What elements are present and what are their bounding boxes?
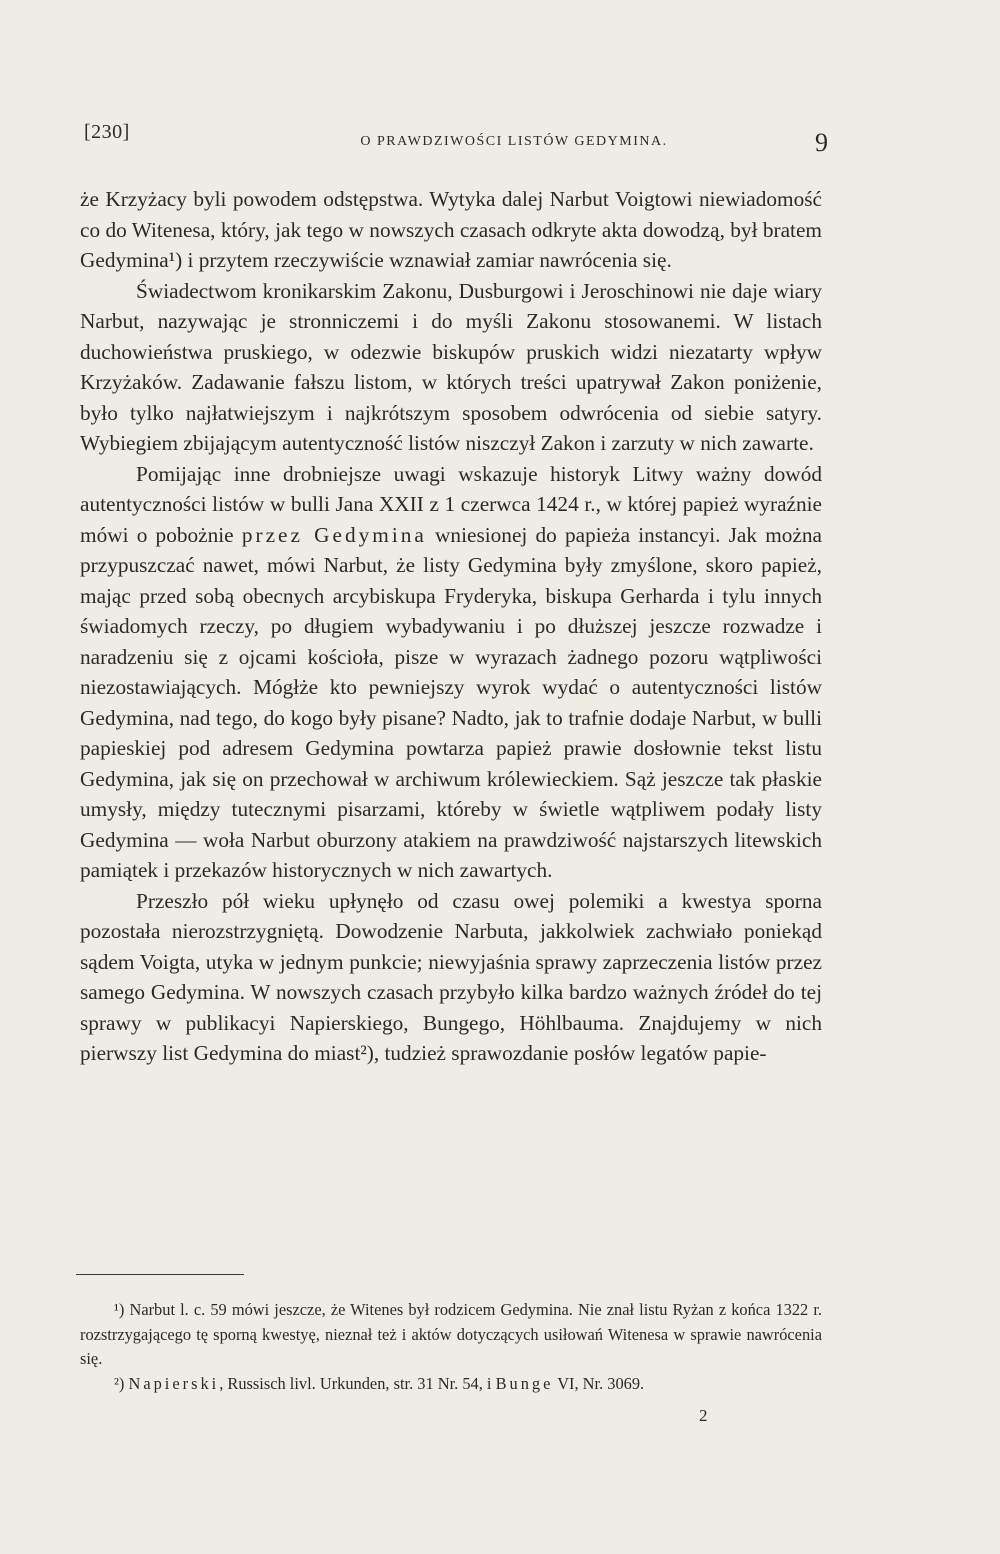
footnote-2-author-2: Bunge bbox=[495, 1373, 554, 1393]
page-reference: [230] bbox=[84, 121, 130, 143]
footnote-rule bbox=[76, 1274, 244, 1275]
footnotes bbox=[80, 1298, 822, 1396]
paragraph-3-part-a: Pomijając inne drobniejsze uwagi wskazuje historyk Litwy ważny dowód autentyczności listów w bulli Jana XXII z 1 czerwca 1424 r., w której papież wyraźnie mówi o pobożnie bbox=[80, 461, 822, 547]
paragraph-3-part-b: wniesionej do papieża instancyi. Jak można przypuszczać nawet, mówi Narbut, że listy Gedymina były zmyślone, skoro papież, mając przed sobą obecnych arcybiskupa Fryderyka, biskupa Gerharda i tylu innych świadomych rzeczy, po długiem wybadywaniu i po dłuższej jeszcze rozwadze i naradzeniu się z ojcami kościoła, pisze w wyrazach żadnego pozoru wątpliwości niezostawiających. Mógłże kto pewniejszy wyrok wydać o autentyczności listów Gedymina, nad tego, do kogo były pisane? Nadto, jak to trafnie dodaje Narbut, w bulli papieskiej pod adresem Gedymina powtarza papież prawie dosłownie tekst listu Gedymina, jak się on przechował w archiwum królewieckiem. Sąż jeszcze tak płaskie umysły, między tutecznymi pisarzami, któreby w świetle wątpliwem podały listy Gedymina — woła Narbut oburzony atakiem na prawdziwość najstarszych litewskich pamiątek i przekazów historycznych w nich zawartych. bbox=[80, 522, 822, 882]
paragraph-2: Świadectwom kronikarskim Zakonu, Dusburgowi i Jeroschinowi nie daje wiary Narbut, nazywając je stronniczemi i do myśli Zakonu stosowanemi. W listach duchowieństwa pruskiego, w odezwie biskupów pruskich widzi niezatarty wpływ Krzyżaków. Zadawanie fałszu listom, w których treści upatrywał Zakon poniżenie, było tylko najłatwiejszym i najkrótszym sposobem odwrócenia od siebie satyry. Wybiegiem zbijającym autentyczność listów niszczył Zakon i zarzuty w nich zawarte. bbox=[80, 278, 822, 455]
main-text bbox=[80, 184, 822, 1069]
footnote-2-marker: ²) bbox=[114, 1373, 129, 1393]
signature-mark: 2 bbox=[699, 1406, 708, 1425]
footnote-2-middle: , Russisch livl. Urkunden, str. 31 Nr. 54, i bbox=[219, 1373, 496, 1393]
page-number: 9 bbox=[815, 128, 828, 157]
spaced-emphasis: przez Gedymina bbox=[241, 522, 427, 547]
footnote-1: ¹) Narbut l. c. 59 mówi jeszcze, że Witenes był rodzicem Gedymina. Nie znał listu Ryżan z końca 1322 r. rozstrzygającego tę sporną kwestyę, nieznał też i aktów dotyczących usiłowań Witenesa w sprawie nawrócenia się. bbox=[80, 1300, 822, 1368]
running-title: O PRAWDZIWOŚCI LISTÓW GEDYMINA. bbox=[360, 134, 668, 149]
paragraph-4: Przeszło pół wieku upłynęło od czasu owej polemiki a kwestya sporna pozostała nierozstrzygniętą. Dowodzenie Narbuta, jakkolwiek zachwiało poniekąd sądem Voigta, utyka w jednym punkcie; niewyjaśnia sprawy zaprzeczenia listów przez samego Gedymina. W nowszych czasach przybyło kilka bardzo ważnych źródeł do tej sprawy w publikacyi Napierskiego, Bungego, Höhlbauma. Znajdujemy w nich pierwszy list Gedymina do miast²), tudzież sprawozdanie posłów legatów papie- bbox=[80, 888, 822, 1065]
paragraph-1: że Krzyżacy byli powodem odstępstwa. Wytyka dalej Narbut Voigtowi niewiadomość co do Witenesa, który, jak tego w nowszych czasach odkryte akta dowodzą, był bratem Gedymina¹) i przytem rzeczywiście wznawiał zamiar nawrócenia się. bbox=[80, 187, 822, 272]
footnote-2-author-1: Napierski bbox=[128, 1373, 220, 1393]
paragraph-3 bbox=[80, 459, 822, 886]
footnote-2 bbox=[80, 1372, 822, 1397]
footnote-2-end: VI, Nr. 3069. bbox=[553, 1373, 645, 1393]
